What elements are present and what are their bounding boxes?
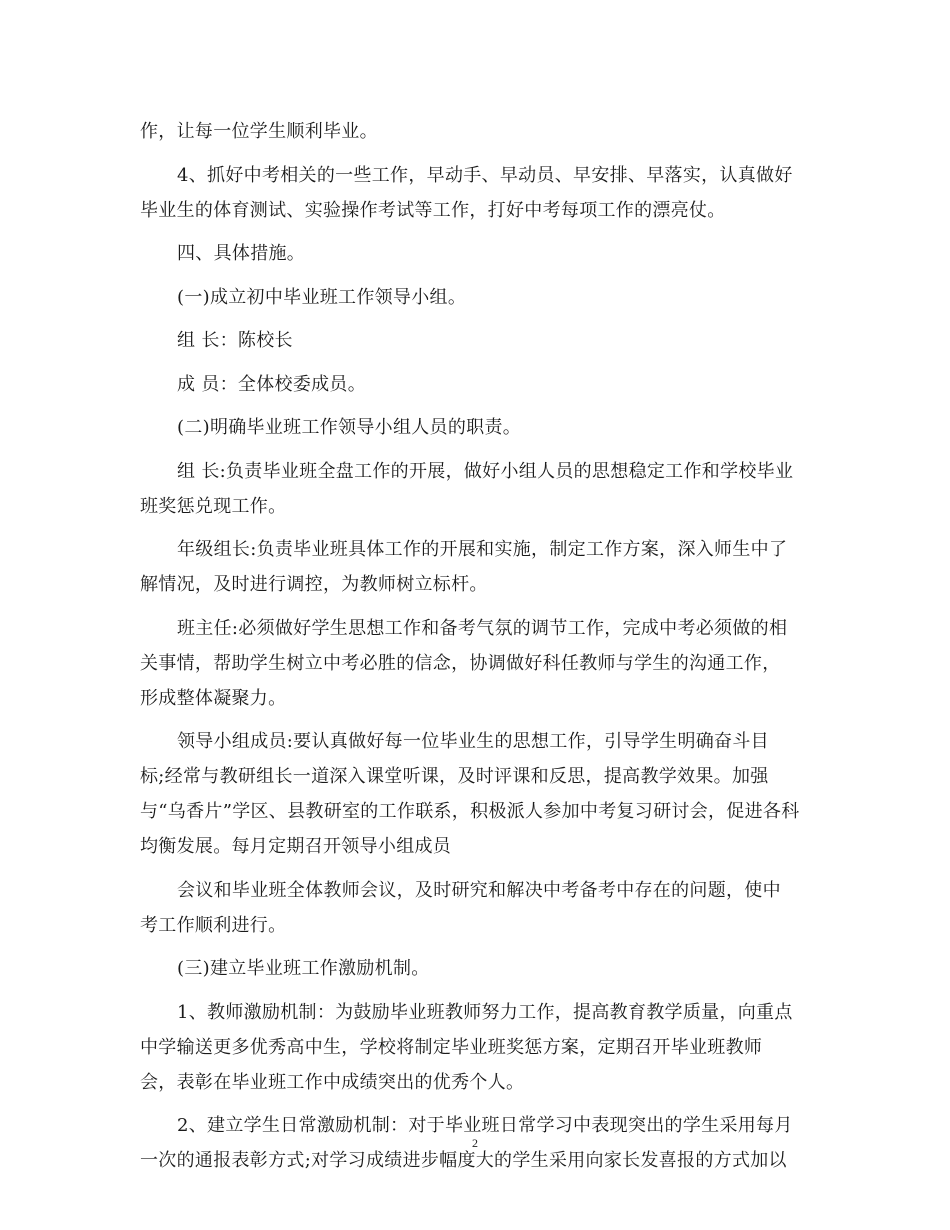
text-line: 会议和毕业班全体教师会议，及时研究和解决中考备考中存在的问题，使中 [177, 879, 781, 901]
subsection-heading: (三)建立毕业班工作激励机制。 [177, 958, 430, 979]
text-line: 关事情，帮助学生树立中考必胜的信念，协调做好科任教师与学生的沟通工作， [140, 652, 781, 674]
subsection-heading: (二)明确毕业班工作领导小组人员的职责。 [177, 417, 522, 438]
text-line: 2、建立学生日常激励机制：对于毕业班日常学习中表现突出的学生采用每月 [177, 1115, 793, 1136]
text-line: 4、抓好中考相关的一些工作，早动手、早动员、早安排、早落实，认真做好 [177, 164, 793, 186]
text-line: 作，让每一位学生顺利毕业。 [140, 121, 378, 142]
text-line: 班主任:必须做好学生思想工作和备考气氛的调节工作，完成中考必须做的相 [177, 617, 788, 639]
text-line: 标;经常与教研组长一道深入课堂听课，及时评课和反思，提高教学效果。加强 [140, 766, 769, 787]
text-line: 成 员：全体校委成员。 [177, 373, 367, 395]
text-line: 毕业生的体育测试、实验操作考试等工作，打好中考每项工作的漂亮仗。 [140, 199, 726, 221]
text-line: 组 长：陈校长 [177, 330, 293, 351]
text-line: 年级组长:负责毕业班具体工作的开展和实施，制定工作方案，深入师生中了 [177, 539, 788, 560]
text-line: 中学输送更多优秀高中生，学校将制定毕业班奖惩方案，定期召开毕业班教师 [140, 1036, 763, 1058]
document-body [140, 114, 820, 1178]
text-line: 一次的通报表彰方式;对学习成绩进步幅度大的学生采用向家长发喜报的方式加以 [140, 1150, 787, 1171]
text-line: 考工作顺利进行。 [140, 914, 287, 936]
text-line: 组 长:负责毕业班全盘工作的开展，做好小组人员的思想稳定工作和学校毕业 [177, 460, 794, 482]
text-line: 会，表彰在毕业班工作中成绩突出的优秀个人。 [140, 1071, 525, 1093]
text-line: 1、教师激励机制：为鼓励毕业班教师努力工作，提高教育教学质量，向重点 [177, 1001, 793, 1023]
text-line: 形成整体凝聚力。 [140, 687, 287, 709]
text-line: 班奖惩兑现工作。 [140, 495, 287, 517]
text-line: 领导小组成员:要认真做好每一位毕业生的思想工作，引导学生明确奋斗目 [177, 731, 769, 752]
section-heading: 四、具体措施。 [177, 243, 306, 264]
text-line: 均衡发展。每月定期召开领导小组成员 [140, 836, 452, 857]
text-line: 与“乌香片”学区、县教研室的工作联系，积极派人参加中考复习研讨会，促进各科 [140, 801, 800, 822]
text-line: 解情况，及时进行调控，为教师树立标杆。 [140, 574, 488, 595]
page-number: 2 [472, 1136, 478, 1150]
subsection-heading: (一)成立初中毕业班工作领导小组。 [177, 286, 467, 308]
